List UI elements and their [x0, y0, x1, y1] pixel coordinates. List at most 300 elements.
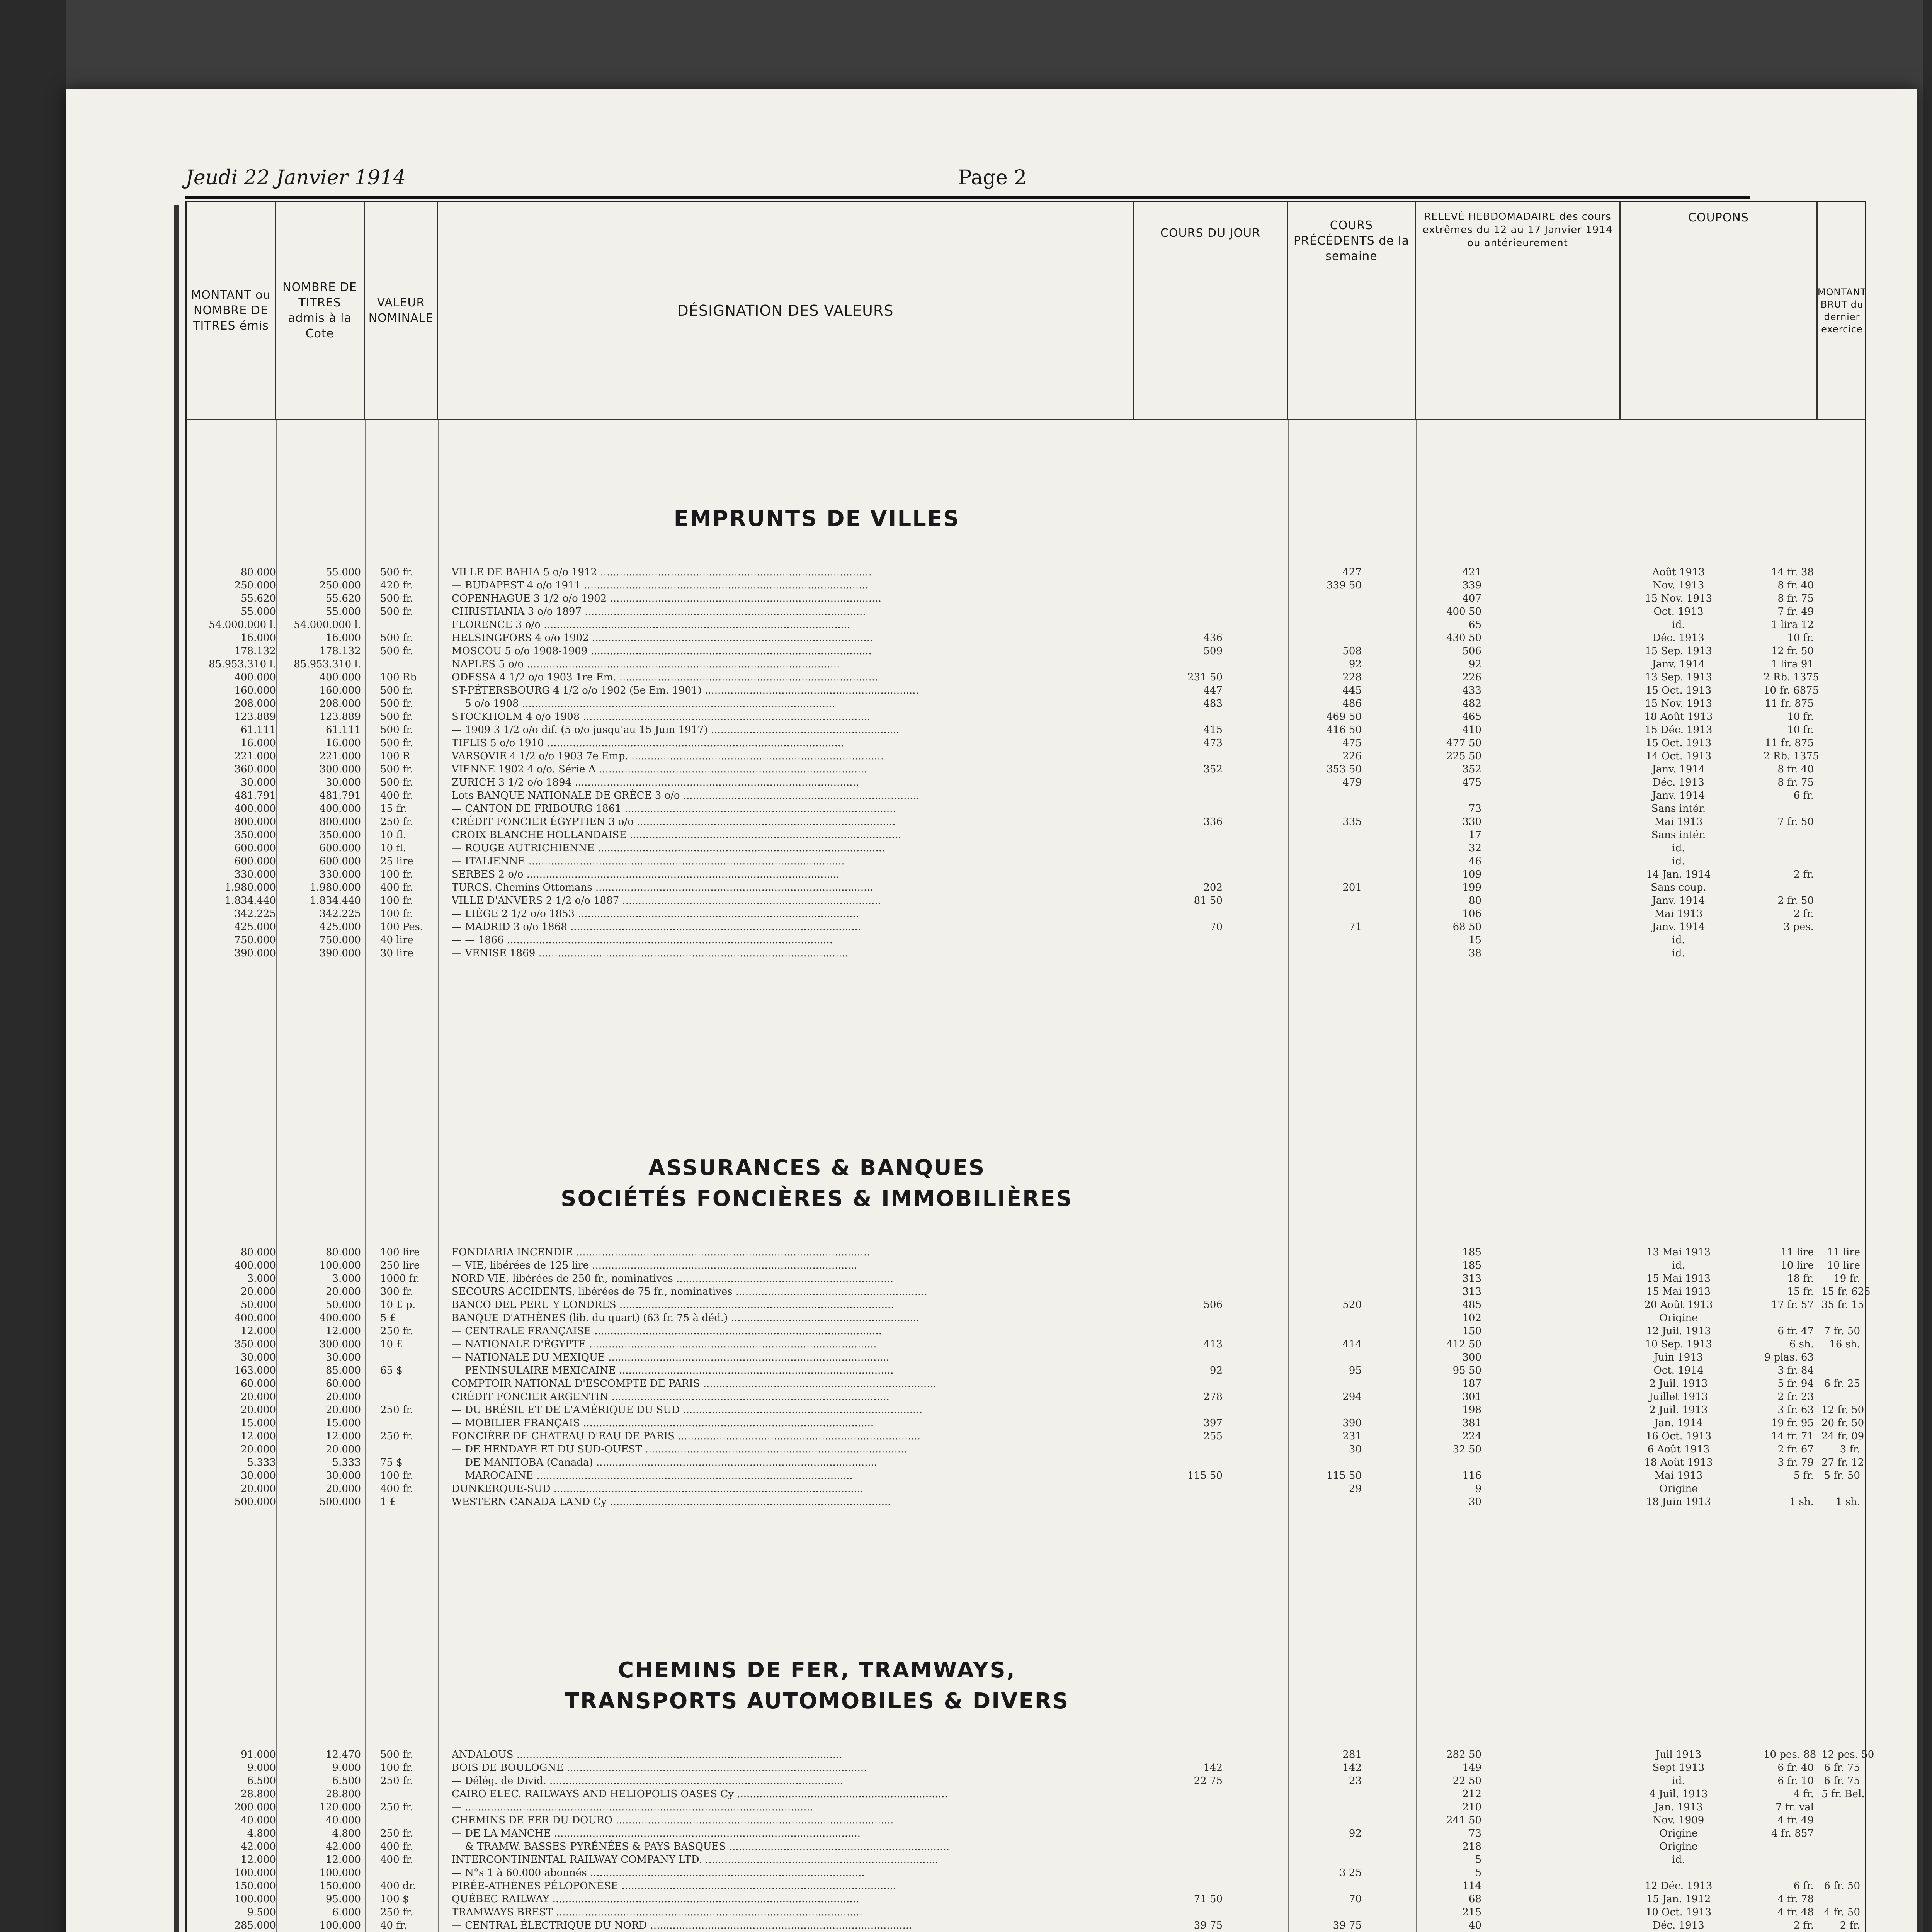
table-row: [195, 736, 1860, 750]
cell-montant: 342.225: [234, 908, 276, 920]
cell-montant: 50.000: [241, 1299, 276, 1311]
cell-brut: 15 fr. 625: [1821, 1286, 1871, 1298]
cell-designation: FLORENCE 3 o/o ................................................................................................: [452, 619, 850, 631]
cell-coupon-net: 2 fr.: [1793, 908, 1814, 920]
table-row: [195, 1338, 1860, 1351]
cell-nombre: 6.000: [332, 1906, 361, 1918]
cell-valeur: 100 fr.: [380, 1470, 413, 1481]
cell-coupon-date: Mai 1913: [1654, 816, 1703, 828]
cell-cours-jour: 70: [1209, 921, 1223, 933]
cell-coupon-date: id.: [1672, 842, 1685, 854]
cell-nombre: 400.000: [319, 672, 361, 683]
cell-coupon-net: 4 fr. 78: [1777, 1893, 1814, 1905]
cell-cours-precedent: 445: [1342, 685, 1362, 696]
cell-releve: 407: [1462, 593, 1481, 604]
cell-montant: 12.000: [241, 1854, 276, 1866]
cell-montant: 500.000: [234, 1496, 276, 1508]
cell-designation: — Délég. de Divid. ............................................................................................: [452, 1775, 844, 1787]
cell-nombre: 12.000: [326, 1430, 361, 1442]
cell-releve: 116: [1462, 1470, 1481, 1481]
cell-montant: 390.000: [234, 947, 276, 959]
cell-coupon-net: 3 fr. 63: [1777, 1404, 1814, 1416]
cell-cours-jour: 336: [1203, 816, 1223, 828]
cell-coupon-date: Sans coup.: [1651, 882, 1706, 893]
cell-brut: 35 fr. 15: [1821, 1299, 1864, 1311]
col-valeur: VALEUR NOMINALE: [365, 202, 438, 419]
cell-nombre: 9.000: [332, 1762, 361, 1774]
cell-montant: 750.000: [234, 934, 276, 946]
cell-releve: 109: [1462, 869, 1481, 880]
cell-designation: — DE HENDAYE ET DU SUD-OUEST ..................................................................................: [452, 1444, 907, 1455]
cell-releve: 187: [1462, 1378, 1481, 1389]
newspaper-page: [66, 89, 1917, 1932]
cell-montant: 54.000.000 l.: [209, 619, 276, 631]
cell-releve: 352: [1462, 764, 1481, 775]
cell-montant: 100.000: [234, 1867, 276, 1879]
cell-nombre: 100.000: [319, 1260, 361, 1271]
table-row: [195, 671, 1860, 684]
cell-valeur: 250 fr.: [380, 816, 413, 828]
cell-nombre: 12.000: [326, 1325, 361, 1337]
cell-cours-jour: 483: [1203, 698, 1223, 709]
cell-releve: 106: [1462, 908, 1481, 920]
table-row: [195, 1403, 1864, 1417]
table-row: [195, 710, 1860, 723]
table-row: [195, 1853, 1860, 1866]
cell-cours-jour: 413: [1203, 1338, 1223, 1350]
cell-nombre: 20.000: [326, 1483, 361, 1495]
cell-coupon-date: Mai 1913: [1654, 1470, 1703, 1481]
col-designation: DÉSIGNATION DES VALEURS: [438, 202, 1134, 419]
cell-designation: ZURICH 3 1/2 o/o 1894 .........................................................................................: [452, 777, 859, 788]
cell-coupon-date: Juil 1913: [1655, 1749, 1702, 1760]
table-row: [195, 776, 1860, 789]
cell-releve: 218: [1462, 1841, 1481, 1852]
cell-designation: COPENHAGUE 3 1/2 o/o 1902 .....................................................................................: [452, 593, 881, 604]
cell-designation: VIENNE 1902 4 o/o. Série A ....................................................................................: [452, 764, 867, 775]
cell-designation: CRÉDIT FONCIER ARGENTIN .......................................................................................: [452, 1391, 889, 1403]
cell-designation: DUNKERQUE-SUD .................................................................................................: [452, 1483, 864, 1495]
cell-nombre: 120.000: [319, 1801, 361, 1813]
table-row: [195, 1443, 1860, 1456]
cell-valeur: 500 fr.: [380, 698, 413, 709]
cell-releve: 212: [1462, 1788, 1481, 1800]
cell-valeur: 400 fr.: [380, 882, 413, 893]
cell-valeur: 100 fr.: [380, 895, 413, 906]
cell-cours-precedent: 142: [1342, 1762, 1362, 1774]
cell-designation: ST-PÉTERSBOURG 4 1/2 o/o 1902 (5e Em. 1901) ...................................................................: [452, 685, 919, 696]
quotation-table: [185, 201, 1874, 1932]
cell-valeur: 250 fr.: [380, 1906, 413, 1918]
cell-coupon-date: Déc. 1913: [1653, 632, 1704, 644]
cell-coupon-net: 12 fr. 50: [1771, 645, 1814, 657]
header-rule: [185, 196, 1750, 199]
cell-brut: 5 fr. 50: [1824, 1470, 1860, 1481]
cell-valeur: 100 lire: [380, 1247, 420, 1258]
cell-valeur: 250 fr.: [380, 1404, 413, 1416]
cell-cours-precedent: 469 50: [1327, 711, 1362, 723]
page-header: [185, 166, 1739, 193]
table-row: [195, 658, 1860, 671]
cell-montant: 91.000: [241, 1749, 276, 1760]
cell-cours-precedent: 115 50: [1327, 1470, 1362, 1481]
cell-releve: 150: [1462, 1325, 1481, 1337]
table-row: [195, 907, 1860, 920]
cell-designation: TRAMWAYS BREST ................................................................................................: [452, 1906, 863, 1918]
cell-releve: 506: [1462, 645, 1481, 657]
cell-cours-precedent: 95: [1349, 1365, 1362, 1376]
cell-cours-precedent: 30: [1349, 1444, 1362, 1455]
table-row: [195, 855, 1860, 868]
cell-coupon-net: 1 lira 91: [1771, 658, 1814, 670]
col-cours-precedents: [1288, 202, 1416, 419]
cell-coupon-net: 7 fr. 50: [1777, 816, 1814, 828]
cell-coupon-net: 8 fr. 75: [1777, 593, 1814, 604]
cell-montant: 250.000: [234, 580, 276, 591]
cell-releve: 68 50: [1452, 921, 1481, 933]
table-row: [195, 1906, 1860, 1919]
cell-designation: INTERCONTINENTAL RAILWAY COMPANY LTD. .........................................................................: [452, 1854, 939, 1866]
cell-releve: 32 50: [1452, 1444, 1481, 1455]
cell-coupon-date: 12 Juil. 1913: [1646, 1325, 1711, 1337]
cell-releve: 40: [1468, 1920, 1481, 1931]
table-row: [195, 947, 1860, 960]
cell-designation: — & TRAMW. BASSES-PYRÉNÉES & PAYS BASQUES .....................................................................: [452, 1841, 949, 1852]
cell-designation: — .............................................................................................................: [452, 1801, 813, 1813]
cell-coupon-date: 10 Oct. 1913: [1645, 1906, 1712, 1918]
cell-valeur: 500 fr.: [380, 685, 413, 696]
table-row: [195, 1364, 1860, 1377]
cell-montant: 178.132: [234, 645, 276, 657]
cell-montant: 12.000: [241, 1325, 276, 1337]
table-row: [195, 579, 1860, 592]
cell-coupon-date: 12 Déc. 1913: [1645, 1880, 1713, 1892]
cell-releve: 300: [1462, 1352, 1481, 1363]
cell-coupon-net: 6 fr.: [1793, 790, 1814, 801]
cell-valeur: 10 £: [380, 1338, 403, 1350]
cell-coupon-net: 5 fr. 94: [1777, 1378, 1814, 1389]
cell-montant: 400.000: [234, 672, 276, 683]
table-row: [195, 1787, 1865, 1801]
cell-releve: 412 50: [1446, 1338, 1481, 1350]
cell-coupon-date: 15 Jan. 1912: [1646, 1893, 1711, 1905]
cell-brut: 16 sh.: [1829, 1338, 1860, 1350]
cell-cours-jour: 447: [1203, 685, 1223, 696]
cell-releve: 313: [1462, 1273, 1481, 1284]
cell-coupon-net: 11 lire: [1781, 1247, 1814, 1258]
cell-valeur: 500 fr.: [380, 606, 413, 617]
cell-releve: 477 50: [1446, 737, 1481, 749]
cell-designation: ODESSA 4 1/2 o/o 1903 1re Em. .................................................................................: [452, 672, 878, 683]
cell-designation: NORD VIE, libérées de 250 fr., nominatives ....................................................................: [452, 1273, 894, 1284]
cell-nombre: 100.000: [319, 1920, 361, 1931]
cell-designation: CAIRO ELEC. RAILWAYS AND HELIOPOLIS OASES Cy ..................................................................: [452, 1788, 948, 1800]
cell-coupon-date: Oct. 1914: [1653, 1365, 1704, 1376]
cell-releve: 65: [1468, 619, 1481, 631]
cell-coupon-net: 4 fr.: [1793, 1788, 1814, 1800]
cell-coupon-net: 2 fr.: [1793, 1920, 1814, 1931]
cell-montant: 600.000: [234, 842, 276, 854]
cell-designation: — DE MANITOBA (Canada) ........................................................................................: [452, 1457, 878, 1468]
cell-valeur: 420 fr.: [380, 580, 413, 591]
cell-montant: 20.000: [241, 1404, 276, 1416]
cell-valeur: 500 fr.: [380, 645, 413, 657]
col-nombre: NOMBRE DE TITRES admis à la Cote: [276, 202, 365, 419]
cell-coupon-date: Janv. 1914: [1652, 895, 1705, 906]
cell-nombre: 750.000: [319, 934, 361, 946]
cell-cours-jour: 473: [1203, 737, 1223, 749]
cell-valeur: 100 fr.: [380, 908, 413, 920]
col-montant: MONTANT ou NOMBRE DE TITRES émis: [187, 202, 276, 419]
cell-releve: 465: [1462, 711, 1481, 723]
cell-releve: 301: [1462, 1391, 1481, 1403]
cell-releve: 17: [1468, 829, 1481, 841]
cell-designation: MOSCOU 5 o/o 1908-1909 ........................................................................................: [452, 645, 872, 657]
table-row: [195, 1259, 1860, 1272]
cell-montant: 208.000: [234, 698, 276, 709]
cell-montant: 200.000: [234, 1801, 276, 1813]
cell-coupon-net: 2 fr. 50: [1777, 895, 1814, 906]
cell-designation: — N°s 1 à 60.000 abonnés ......................................................................................: [452, 1867, 865, 1879]
cell-cours-jour: 115 50: [1187, 1470, 1223, 1481]
cell-designation: — CENTRAL ÉLECTRIQUE DU NORD ..................................................................................: [452, 1920, 912, 1931]
cell-coupon-date: Janv. 1914: [1652, 790, 1705, 801]
cell-coupon-net: 5 fr.: [1793, 1470, 1814, 1481]
cell-cours-precedent: 228: [1342, 672, 1362, 683]
cell-nombre: 425.000: [319, 921, 361, 933]
cell-releve: 15: [1468, 934, 1481, 946]
cell-coupon-net: 4 fr. 49: [1777, 1815, 1814, 1826]
cell-montant: 12.000: [241, 1430, 276, 1442]
cell-valeur: 75 $: [380, 1457, 403, 1468]
cell-montant: 163.000: [234, 1365, 276, 1376]
cell-brut: 12 fr. 50: [1821, 1404, 1864, 1416]
cell-coupon-date: 15 Nov. 1913: [1645, 593, 1713, 604]
cell-designation: PIRÉE-ATHÈNES PÉLOPONÈSE ......................................................................................: [452, 1880, 896, 1892]
table-row: [195, 881, 1860, 894]
cell-cours-precedent: 29: [1349, 1483, 1362, 1495]
cell-nombre: 178.132: [319, 645, 361, 657]
cell-releve: 282 50: [1446, 1749, 1481, 1760]
table-row: [195, 1748, 1874, 1761]
cell-nombre: 55.000: [326, 606, 361, 617]
cell-cours-jour: 71 50: [1194, 1893, 1223, 1905]
cell-brut: 7 fr. 50: [1824, 1325, 1860, 1337]
cell-cours-precedent: 475: [1342, 737, 1362, 749]
cell-coupon-date: 10 Sep. 1913: [1645, 1338, 1712, 1350]
cell-coupon-date: Origine: [1659, 1828, 1698, 1839]
cell-montant: 20.000: [241, 1483, 276, 1495]
table-row: [195, 1430, 1864, 1443]
col-cours-jour: [1134, 202, 1288, 419]
cell-designation: SECOURS ACCIDENTS, libérées de 75 fr., nominatives ............................................................: [452, 1286, 927, 1298]
cell-releve: 73: [1468, 1828, 1481, 1839]
cell-cours-precedent: 508: [1342, 645, 1362, 657]
cell-coupon-date: id.: [1672, 1775, 1685, 1787]
cell-releve: 199: [1462, 882, 1481, 893]
cell-designation: — LIÈGE 2 1/2 o/o 1853 ........................................................................................: [452, 908, 859, 920]
cell-montant: 16.000: [241, 632, 276, 644]
cell-valeur: 40 lire: [380, 934, 413, 946]
cell-coupon-date: Mai 1913: [1654, 908, 1703, 920]
cell-nombre: 1.834.440: [310, 895, 361, 906]
section-subtitle-assurances: SOCIÉTÉS FONCIÈRES & IMMOBILIÈRES: [561, 1186, 1073, 1211]
cell-coupon-date: Origine: [1659, 1483, 1698, 1495]
section-assurances-rows: [195, 1246, 1871, 1509]
table-row: [195, 618, 1860, 631]
cell-cours-precedent: 294: [1342, 1391, 1362, 1403]
cell-nombre: 54.000.000 l.: [294, 619, 361, 631]
cell-designation: — DU BRÉSIL ET DE L'AMÉRIQUE DU SUD ...........................................................................: [452, 1404, 923, 1416]
cell-brut: 3 fr.: [1840, 1444, 1860, 1455]
table-row: [195, 1495, 1860, 1509]
cell-brut: 6 fr. 25: [1824, 1378, 1860, 1389]
cell-coupon-net: 6 fr. 40: [1777, 1762, 1814, 1774]
cell-cours-precedent: 353 50: [1327, 764, 1362, 775]
cell-coupon-date: id.: [1672, 934, 1685, 946]
table-row: [195, 1840, 1860, 1853]
cell-coupon-net: 10 fr.: [1787, 711, 1814, 723]
cell-releve: 9: [1475, 1483, 1481, 1495]
cell-coupon-net: 1 sh.: [1789, 1496, 1814, 1508]
table-row: [195, 1285, 1871, 1298]
cell-nombre: 100.000: [319, 1867, 361, 1879]
cell-montant: 5.333: [247, 1457, 276, 1468]
cell-brut: 4 fr. 50: [1824, 1906, 1860, 1918]
col-coupons: [1621, 202, 1818, 419]
cell-nombre: 30.000: [326, 1352, 361, 1363]
cell-coupon-date: 18 Août 1913: [1644, 1457, 1713, 1468]
cell-releve: 433: [1462, 685, 1481, 696]
cell-coupon-date: 13 Sep. 1913: [1645, 672, 1712, 683]
cell-cours-jour: 415: [1203, 724, 1223, 736]
cell-cours-precedent: 414: [1342, 1338, 1362, 1350]
cell-cours-jour: 22 75: [1194, 1775, 1223, 1787]
cell-designation: — MADRID 3 o/o 1868 ...........................................................................................: [452, 921, 861, 933]
cell-releve: 95 50: [1452, 1365, 1481, 1376]
cell-valeur: 250 fr.: [380, 1775, 413, 1787]
cell-releve: 339: [1462, 580, 1481, 591]
cell-montant: 100.000: [234, 1893, 276, 1905]
cell-designation: COMPTOIR NATIONAL D'ESCOMPTE DE PARIS .........................................................................: [452, 1378, 937, 1389]
cell-valeur: 100 $: [380, 1893, 409, 1905]
cell-cours-jour: 92: [1209, 1365, 1223, 1376]
cell-designation: HELSINGFORS 4 o/o 1902 ........................................................................................: [452, 632, 873, 644]
cell-designation: BANQUE D'ATHÈNES (lib. du quart) (63 fr. 75 à déd.) ...........................................................: [452, 1312, 920, 1324]
cell-coupon-date: Juillet 1913: [1649, 1391, 1708, 1403]
cell-cours-jour: 255: [1203, 1430, 1223, 1442]
cours-jour-label: COURS DU JOUR: [1160, 226, 1260, 240]
cell-valeur: 250 fr.: [380, 1801, 413, 1813]
table-row: [195, 1801, 1860, 1814]
table-row: [195, 1325, 1860, 1338]
cell-coupon-net: 3 pes.: [1783, 921, 1814, 933]
cell-valeur: 1000 fr.: [380, 1273, 420, 1284]
table-row: [195, 1879, 1860, 1893]
cell-releve: 68: [1468, 1893, 1481, 1905]
cell-montant: 30.000: [241, 777, 276, 788]
cell-coupon-date: 15 Oct. 1913: [1645, 685, 1712, 696]
cell-montant: 30.000: [241, 1470, 276, 1481]
table-row: [195, 934, 1860, 947]
cell-coupon-date: 14 Jan. 1914: [1646, 869, 1711, 880]
cell-valeur: 100 Pes.: [380, 921, 423, 933]
cell-releve: 421: [1462, 566, 1481, 578]
cell-coupon-date: Jan. 1914: [1654, 1417, 1703, 1429]
cell-nombre: 20.000: [326, 1444, 361, 1455]
cell-cours-precedent: 71: [1349, 921, 1362, 933]
cell-montant: 9.500: [247, 1906, 276, 1918]
cell-cours-precedent: 520: [1342, 1299, 1362, 1311]
page-date: Jeudi 22 Janvier 1914: [185, 166, 406, 189]
cell-montant: 61.111: [241, 724, 276, 736]
cell-coupon-net: 2 Rb. 1375: [1764, 672, 1819, 683]
releve-label: RELEVÉ HEBDOMADAIRE des cours extrêmes du 12 au 17 Janvier 1914 ou antérieurement: [1422, 211, 1613, 249]
cell-valeur: 400 fr.: [380, 1483, 413, 1495]
cell-cours-jour: 142: [1203, 1762, 1223, 1774]
cell-coupon-date: Nov. 1909: [1653, 1815, 1704, 1826]
cell-valeur: 1 £: [380, 1496, 396, 1508]
cell-designation: — CENTRALE FRANÇAISE ..........................................................................................: [452, 1325, 882, 1337]
cell-montant: 350.000: [234, 1338, 276, 1350]
cell-coupon-date: Août 1913: [1652, 566, 1705, 578]
cell-nombre: 20.000: [326, 1286, 361, 1298]
cell-releve: 225 50: [1446, 750, 1481, 762]
table-row: [195, 1469, 1860, 1482]
cell-releve: 313: [1462, 1286, 1481, 1298]
cell-cours-jour: 352: [1203, 764, 1223, 775]
cell-brut: 6 fr. 50: [1824, 1880, 1860, 1892]
table-row: [195, 1774, 1860, 1787]
cell-coupon-date: id.: [1672, 947, 1685, 959]
table-row: [195, 1311, 1860, 1325]
cell-designation: NAPLES 5 o/o ..................................................................................................: [452, 658, 840, 670]
cell-designation: — MAROCAINE ...................................................................................................: [452, 1470, 853, 1481]
cell-valeur: 40 fr.: [380, 1920, 407, 1931]
table-row: [195, 592, 1860, 605]
cell-designation: — BUDAPEST 4 o/o 1911 .........................................................................................: [452, 580, 868, 591]
cell-valeur: 500 fr.: [380, 777, 413, 788]
cell-cours-jour: 202: [1203, 882, 1223, 893]
cell-coupon-net: 6 fr. 10: [1777, 1775, 1814, 1787]
cell-coupon-net: 2 Rb. 1375: [1764, 750, 1819, 762]
cell-coupon-date: id.: [1672, 1260, 1685, 1271]
cell-cours-jour: 509: [1203, 645, 1223, 657]
cell-releve: 149: [1462, 1762, 1481, 1774]
cell-nombre: 85.953.310 l.: [294, 658, 361, 670]
cell-valeur: 25 lire: [380, 855, 413, 867]
cell-nombre: 481.791: [319, 790, 361, 801]
cell-coupon-net: 19 fr. 95: [1771, 1417, 1814, 1429]
cell-cours-precedent: 486: [1342, 698, 1362, 709]
section-title-emprunts: EMPRUNTS DE VILLES: [673, 506, 960, 531]
cell-coupon-date: Nov. 1913: [1653, 580, 1704, 591]
cell-valeur: 15 fr.: [380, 803, 407, 815]
cell-releve: 400 50: [1446, 606, 1481, 617]
section-subtitle-chemins: TRANSPORTS AUTOMOBILES & DIVERS: [564, 1689, 1070, 1714]
cell-brut: 12 pes. 50: [1821, 1749, 1874, 1760]
cell-nombre: 60.000: [326, 1378, 361, 1389]
section-chemins-rows: [195, 1748, 1874, 1932]
table-row: [195, 815, 1860, 828]
cell-releve: 210: [1462, 1801, 1481, 1813]
cell-designation: VILLE DE BAHIA 5 o/o 1912 .....................................................................................: [452, 566, 872, 578]
cell-brut: 20 fr. 50: [1821, 1417, 1864, 1429]
cell-montant: 4.800: [247, 1828, 276, 1839]
cell-montant: 123.889: [234, 711, 276, 723]
cell-valeur: 500 fr.: [380, 711, 413, 723]
cell-coupon-net: 6 fr.: [1793, 1880, 1814, 1892]
